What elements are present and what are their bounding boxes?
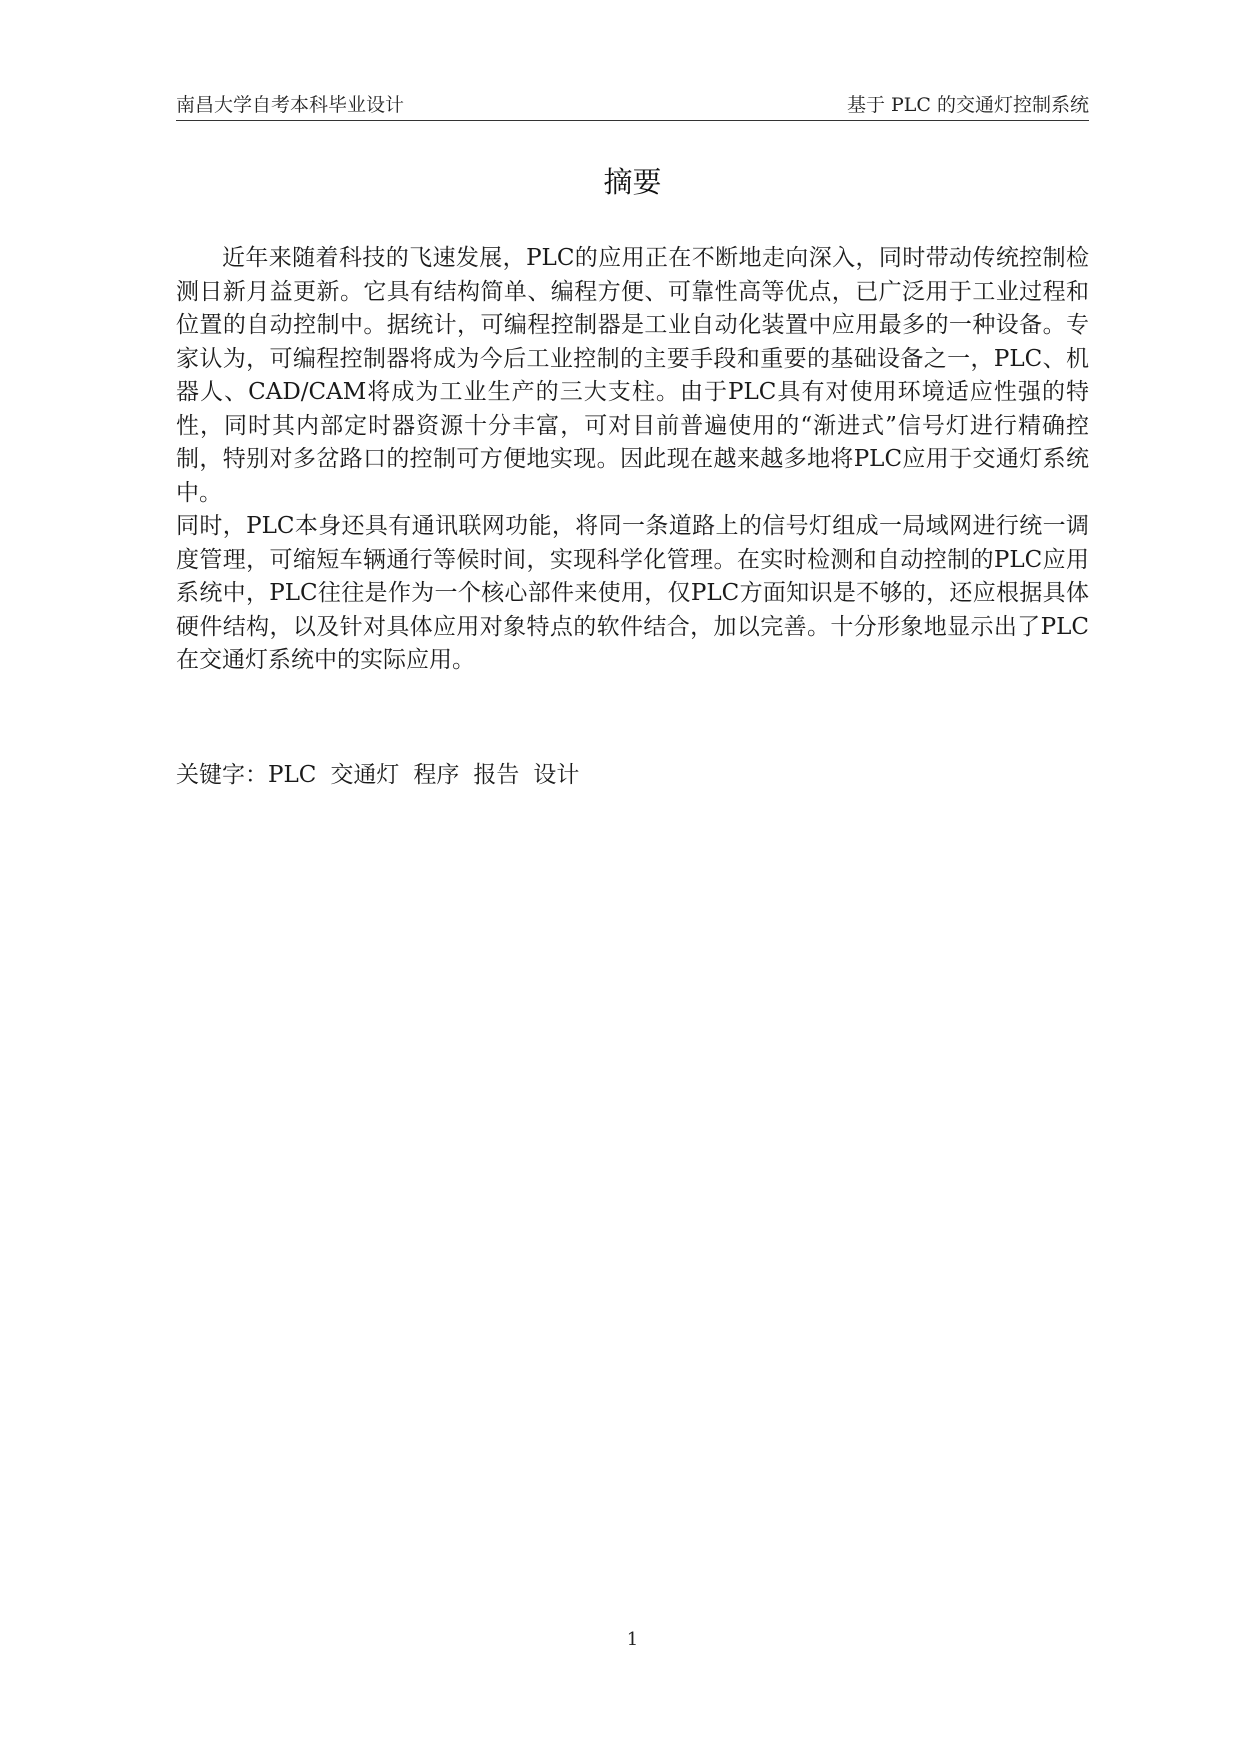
abstract-body: [176, 242, 1089, 678]
abstract-paragraph-1: 近年来随着科技的飞速发展，PLC的应用正在不断地走向深入，同时带动传统控制检测日新月益更新。它具有结构简单、编程方便、可靠性高等优点，已广泛用于工业过程和位置的自动控制中。据统计，可编程控制器是工业自动化装置中应用最多的一种设备。专家认为，可编程控制器将成为今后工业控制的主要手段和重要的基础设备之一，PLC、机器人、CAD/CAM将成为工业生产的三大支柱。由于PLC具有对使用环境适应性强的特性，同时其内部定时器资源十分丰富，可对目前普遍使用的“渐进式”信号灯进行精确控制，特别对多岔路口的控制可方便地实现。因此现在越来越多地将PLC应用于交通灯系统中。: [176, 245, 1089, 506]
keywords-label: 关键字：: [176, 762, 268, 788]
page-header: [176, 92, 1089, 118]
keywords-line: [176, 758, 1089, 792]
keyword-term: PLC: [268, 762, 317, 788]
abstract-paragraph-2: 同时，PLC本身还具有通讯联网功能，将同一条道路上的信号灯组成一局域网进行统一调度管理，可缩短车辆通行等候时间，实现科学化管理。在实时检测和自动控制的PLC应用系统中，PLC往往是作为一个核心部件来使用，仅PLC方面知识是不够的，还应根据具体硬件结构，以及针对具体应用对象特点的软件结合，加以完善。十分形象地显示出了PLC在交通灯系统中的实际应用。: [176, 513, 1089, 673]
keyword-term: 程序: [413, 762, 460, 788]
header-thesis-title: 基于 PLC 的交通灯控制系统: [846, 94, 1089, 116]
header-divider: [176, 120, 1089, 121]
keyword-term: 报告: [473, 762, 520, 788]
abstract-title: 摘要: [603, 165, 662, 199]
page-number: 1: [626, 1629, 639, 1650]
keyword-term: 交通灯: [330, 762, 400, 788]
header-university-label: 南昌大学自考本科毕业设计: [176, 94, 405, 116]
keyword-term: 设计: [533, 762, 580, 788]
